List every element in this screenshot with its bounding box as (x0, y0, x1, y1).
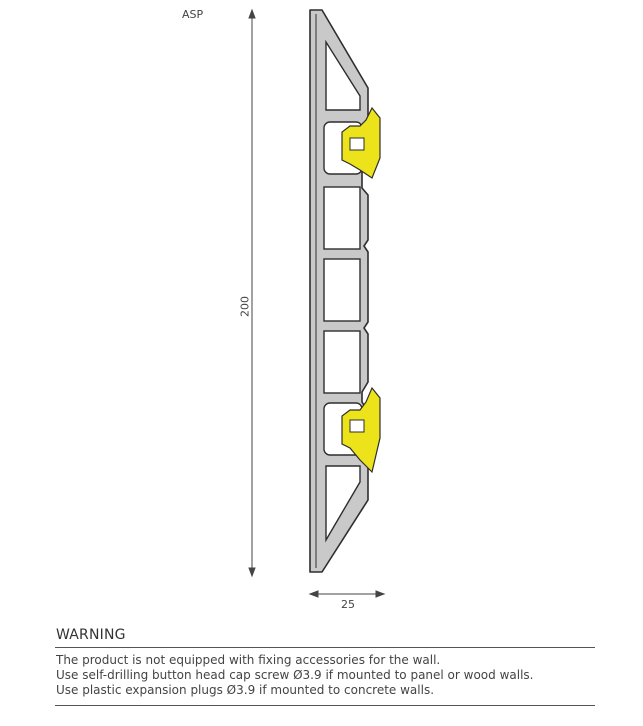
warning-text (56, 653, 533, 698)
warning-bottom-divider (55, 705, 595, 706)
width-dimension-line (310, 591, 384, 597)
warning-title: WARNING (56, 627, 126, 643)
warning-top-divider (55, 647, 595, 648)
product-code-label: ASP (182, 8, 204, 21)
warning-line: The product is not equipped with fixing accessories for the wall. (56, 653, 441, 667)
width-dimension-label: 25 (341, 598, 355, 611)
height-dimension-label: 200 (238, 296, 252, 317)
profile-cross-section (310, 10, 380, 572)
warning-line: Use self-drilling button head cap screw Ø3.9 if mounted to panel or wood walls. (56, 668, 534, 682)
warning-line: Use plastic expansion plugs Ø3.9 if mounted to concrete walls. (56, 683, 435, 697)
